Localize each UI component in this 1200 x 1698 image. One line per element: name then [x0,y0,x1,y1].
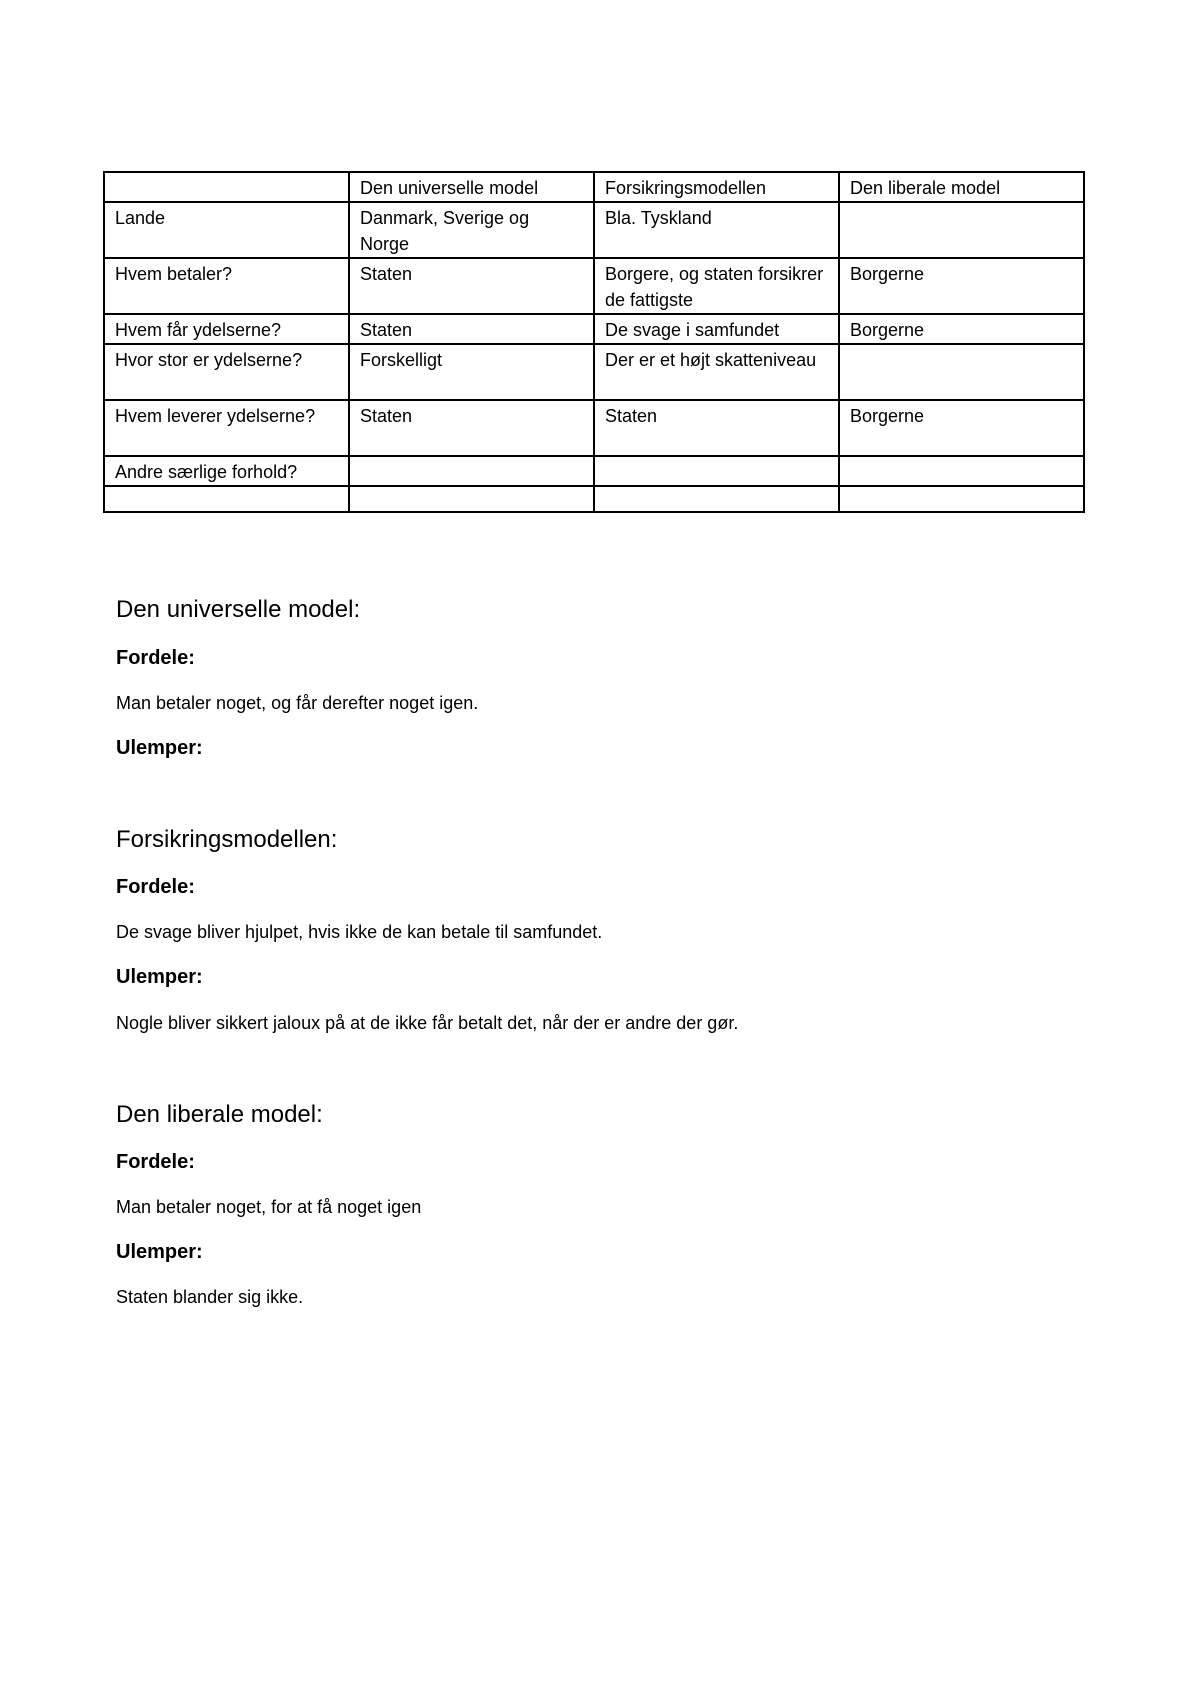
table-cell [594,456,839,486]
row-label-cell: Andre særlige forhold? [104,456,349,486]
table-cell: Forskelligt [349,344,594,400]
ulemper-paragraph: Staten blander sig ikke. [116,1287,304,1307]
table-cell: Borgerne [839,400,1084,456]
table-cell: Borgerne [839,314,1084,344]
table-cell: Staten [349,400,594,456]
table-cell [104,172,349,202]
row-label-cell: Hvem betaler? [104,258,349,314]
section-title: Den liberale model: [116,1101,323,1128]
section-title: Den universelle model: [116,596,361,623]
table-cell: Borgerne [839,258,1084,314]
table-row [104,314,1084,344]
table-cell: De svage i samfundet [594,314,839,344]
table-row [104,202,1084,258]
table-row [104,456,1084,486]
section-liberal-model [116,1101,323,1129]
table-cell: Danmark, Sverige og Norge [349,202,594,258]
table-header-row [104,172,1084,202]
table-cell [839,456,1084,486]
table-header-cell: Den universelle model [349,172,594,202]
table-cell: Staten [349,314,594,344]
ulemper-heading [116,1241,203,1264]
fordele-label: Fordele: [116,1151,195,1173]
fordele-paragraph: Man betaler noget, og får derefter noget igen. [116,693,479,713]
table-header-cell: Den liberale model [839,172,1084,202]
table-cell: Staten [349,258,594,314]
table-cell [104,486,349,512]
fordele-heading [116,1151,195,1174]
ulemper-label: Ulemper: [116,1241,203,1263]
fordele-heading [116,876,195,899]
fordele-text [116,1197,421,1218]
table-row [104,400,1084,456]
table-cell [594,486,839,512]
ulemper-text [116,1287,303,1308]
table-header-cell: Forsikringsmodellen [594,172,839,202]
fordele-label: Fordele: [116,647,195,669]
fordele-text [116,693,478,714]
table-cell [839,486,1084,512]
ulemper-paragraph: Nogle bliver sikkert jaloux på at de ikke får betalt det, når der er andre der gør. [116,1013,739,1033]
section-insurance-model [116,826,337,854]
ulemper-label: Ulemper: [116,966,203,988]
fordele-text [116,922,602,943]
fordele-paragraph: De svage bliver hjulpet, hvis ikke de kan betale til samfundet. [116,922,603,942]
fordele-label: Fordele: [116,876,195,898]
table-cell [839,202,1084,258]
table-row [104,344,1084,400]
ulemper-heading [116,737,203,760]
ulemper-label: Ulemper: [116,737,203,759]
row-label-cell: Lande [104,202,349,258]
fordele-heading [116,647,195,670]
table-cell: Staten [594,400,839,456]
table-cell [839,344,1084,400]
table-cell: Der er et højt skatteniveau [594,344,839,400]
comparison-table [103,171,1085,513]
section-universal-model [116,596,360,624]
table-row [104,486,1084,512]
row-label-cell: Hvor stor er ydelserne? [104,344,349,400]
fordele-paragraph: Man betaler noget, for at få noget igen [116,1197,422,1217]
row-label-cell: Hvem får ydelserne? [104,314,349,344]
table-cell [349,486,594,512]
table-cell: Bla. Tyskland [594,202,839,258]
ulemper-text [116,1013,738,1034]
table-cell: Borgere, og staten forsikrer de fattigste [594,258,839,314]
table-row [104,258,1084,314]
row-label-cell: Hvem leverer ydelserne? [104,400,349,456]
table-cell [349,456,594,486]
ulemper-heading [116,966,203,989]
section-title: Forsikringsmodellen: [116,826,338,853]
